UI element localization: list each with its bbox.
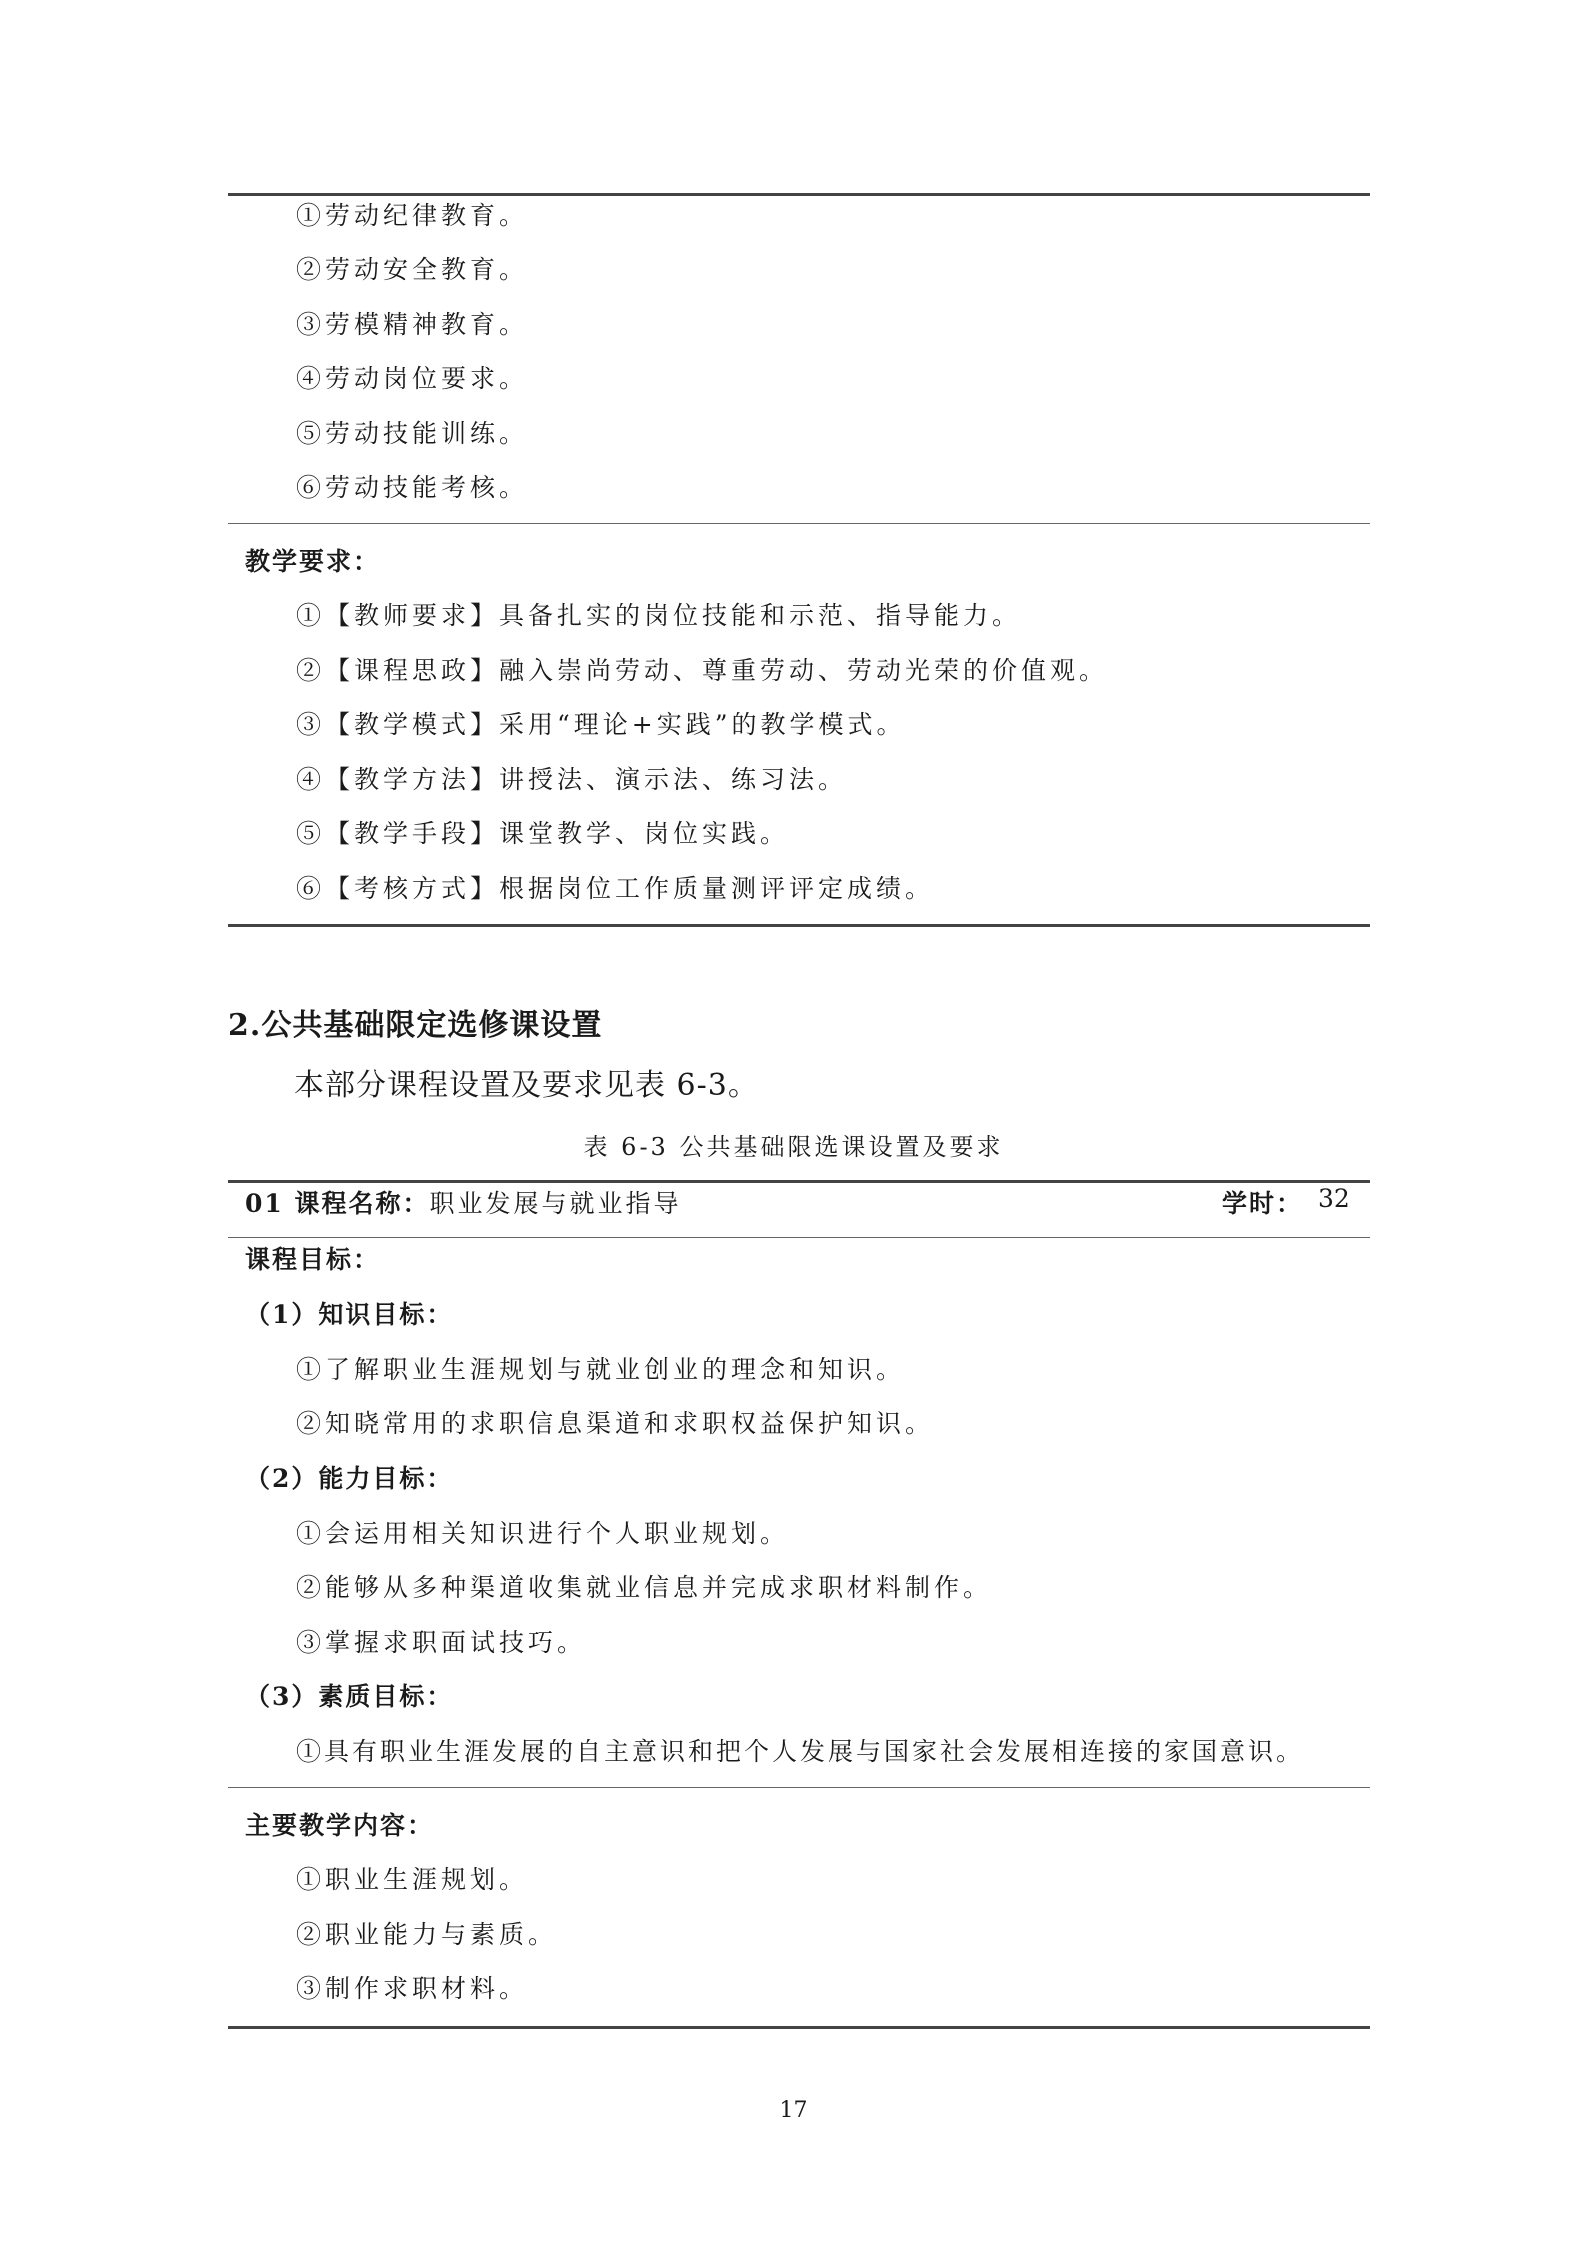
quality-heading: （3）素质目标： — [245, 1682, 454, 1711]
content-item: ⑥劳动技能考核。 — [296, 473, 529, 502]
content-item: ③制作求职材料。 — [296, 1974, 529, 2003]
table-row-divider — [228, 1787, 1370, 1788]
ability-heading: （2）能力目标： — [245, 1464, 454, 1493]
section-paragraph: 本部分课程设置及要求见表 6-3。 — [294, 1068, 759, 1103]
course-name: 职业发展与就业指导 — [429, 1189, 682, 1218]
requirement-item: ②【课程思政】融入崇尚劳动、尊重劳动、劳动光荣的价值观。 — [296, 656, 1109, 685]
table-row-divider — [228, 1237, 1370, 1238]
content-item: ②职业能力与素质。 — [296, 1920, 558, 1949]
table-bottom-border — [228, 924, 1370, 927]
table-row-divider — [228, 523, 1370, 524]
content-item: ③劳模精神教育。 — [296, 310, 529, 339]
ability-item: ②能够从多种渠道收集就业信息并完成求职材料制作。 — [296, 1573, 993, 1602]
requirements-heading: 教学要求： — [245, 547, 381, 576]
knowledge-item: ②知晓常用的求职信息渠道和求职权益保护知识。 — [296, 1409, 935, 1438]
course-name-label: 01 课程名称： — [245, 1189, 430, 1218]
course-title-row — [245, 1184, 682, 1220]
hours-label: 学时： — [1222, 1189, 1304, 1218]
requirement-item: ③【教学模式】采用“理论+实践”的教学模式。 — [296, 710, 906, 739]
requirement-item: ①【教师要求】具备扎实的岗位技能和示范、指导能力。 — [296, 601, 1022, 630]
page-number: 17 — [779, 2098, 808, 2123]
content-item: ⑤劳动技能训练。 — [296, 419, 529, 448]
content-item: ④劳动岗位要求。 — [296, 364, 529, 393]
requirement-item: ④【教学方法】讲授法、演示法、练习法。 — [296, 765, 848, 794]
ability-item: ①会运用相关知识进行个人职业规划。 — [296, 1519, 790, 1548]
table-top-border — [228, 1180, 1370, 1183]
quality-item: ①具有职业生涯发展的自主意识和把个人发展与国家社会发展相连接的家国意识。 — [296, 1737, 1305, 1766]
objectives-heading: 课程目标： — [245, 1245, 381, 1274]
table-bottom-border — [228, 2026, 1370, 2029]
content-heading: 主要教学内容： — [245, 1811, 435, 1840]
table-caption: 表 6-3 公共基础限选课设置及要求 — [583, 1133, 1004, 1161]
section-heading: 2.公共基础限定选修课设置 — [228, 1008, 603, 1043]
content-item: ①职业生涯规划。 — [296, 1865, 529, 1894]
requirement-item: ⑤【教学手段】课堂教学、岗位实践。 — [296, 819, 790, 848]
requirement-item: ⑥【考核方式】根据岗位工作质量测评评定成绩。 — [296, 874, 935, 903]
content-item: ①劳动纪律教育。 — [296, 201, 529, 230]
knowledge-heading: （1）知识目标： — [245, 1300, 454, 1329]
ability-item: ③掌握求职面试技巧。 — [296, 1628, 587, 1657]
knowledge-item: ①了解职业生涯规划与就业创业的理念和知识。 — [296, 1355, 906, 1384]
hours-value: 32 — [1318, 1184, 1350, 1213]
content-item: ②劳动安全教育。 — [296, 255, 529, 284]
